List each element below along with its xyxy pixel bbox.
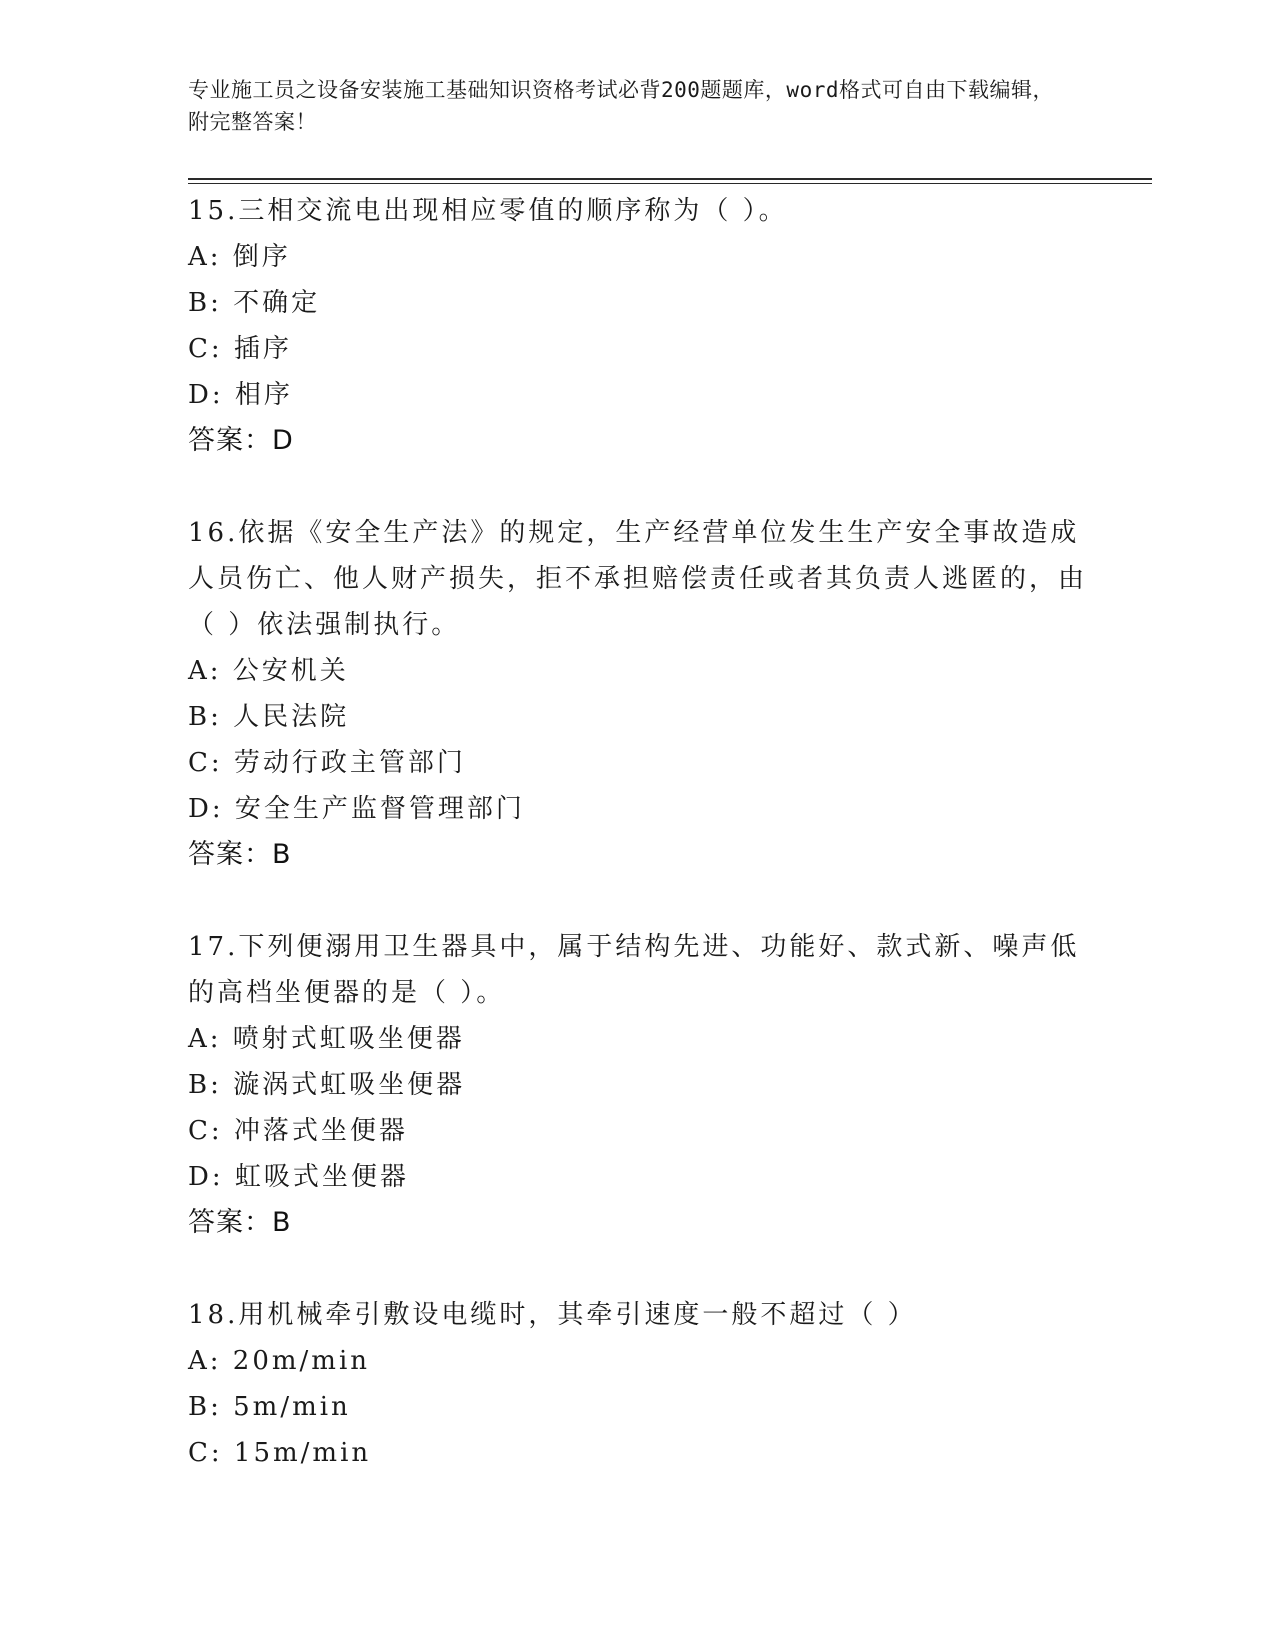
option-a: A: 喷射式虹吸坐便器 bbox=[188, 1024, 465, 1054]
option-a: A: 20m/min bbox=[188, 1346, 371, 1376]
option-a: A: 公安机关 bbox=[188, 656, 349, 686]
question-stem: 15.三相交流电出现相应零值的顺序称为（ ）。 bbox=[188, 196, 788, 226]
question-list bbox=[188, 188, 1088, 1476]
answer: 答案：B bbox=[188, 839, 292, 870]
question-17 bbox=[188, 924, 1088, 1246]
header-divider-thick bbox=[188, 178, 1152, 180]
option-c: C: 劳动行政主管部门 bbox=[188, 748, 466, 778]
option-a: A: 倒序 bbox=[188, 242, 291, 272]
question-stem: 17.下列便溺用卫生器具中，属于结构先进、功能好、款式新、噪声低的高档坐便器的是（ ）。 bbox=[188, 932, 1080, 1008]
spacer bbox=[188, 1246, 1088, 1292]
document-header: 专业施工员之设备安装施工基础知识资格考试必背200题题库，word格式可自由下载编辑，附完整答案！ bbox=[188, 78, 1054, 134]
option-b: B: 不确定 bbox=[188, 288, 321, 318]
option-c: C: 插序 bbox=[188, 334, 292, 364]
question-18 bbox=[188, 1292, 1088, 1476]
answer: 答案：D bbox=[188, 425, 294, 456]
header-divider-thin bbox=[188, 183, 1152, 184]
spacer bbox=[188, 878, 1088, 924]
answer: 答案：B bbox=[188, 1207, 292, 1238]
question-15 bbox=[188, 188, 1088, 464]
spacer bbox=[188, 464, 1088, 510]
question-stem: 16.依据《安全生产法》的规定，生产经营单位发生生产安全事故造成人员伤亡、他人财产损失，拒不承担赔偿责任或者其负责人逃匿的，由（ ）依法强制执行。 bbox=[188, 518, 1088, 640]
option-c: C: 15m/min bbox=[188, 1438, 372, 1468]
option-d: D: 相序 bbox=[188, 380, 293, 410]
option-b: B: 人民法院 bbox=[188, 702, 350, 732]
question-stem: 18.用机械牵引敷设电缆时，其牵引速度一般不超过（ ） bbox=[188, 1300, 917, 1330]
question-16 bbox=[188, 510, 1088, 878]
option-b: B: 5m/min bbox=[188, 1392, 351, 1422]
option-c: C: 冲落式坐便器 bbox=[188, 1116, 408, 1146]
option-d: D: 安全生产监督管理部门 bbox=[188, 794, 525, 824]
option-d: D: 虹吸式坐便器 bbox=[188, 1162, 409, 1192]
option-b: B: 漩涡式虹吸坐便器 bbox=[188, 1070, 466, 1100]
